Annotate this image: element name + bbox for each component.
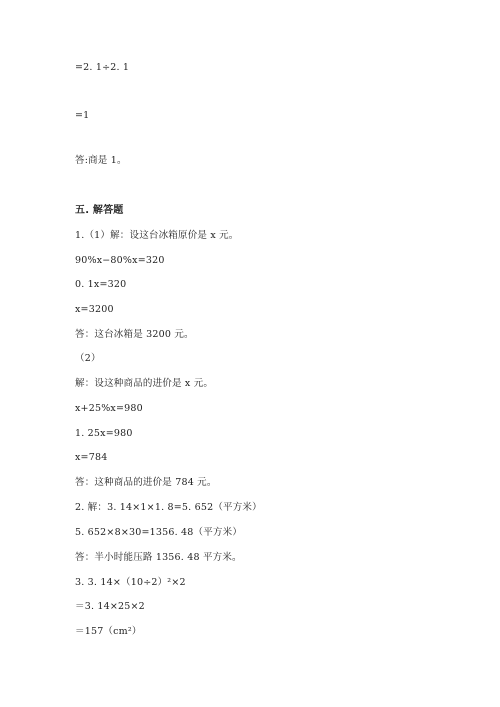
solution-line: 3. 3. 14×（10÷2）²×2 — [75, 577, 186, 588]
section-heading: 五. 解答题 — [75, 205, 124, 216]
equation-line: =2. 1÷2. 1 — [75, 62, 130, 73]
solution-line: x=3200 — [75, 304, 114, 315]
solution-line: 90%x−80%x=320 — [75, 255, 165, 266]
answer-line: 答：这台冰箱是 3200 元。 — [75, 329, 194, 340]
answer-line: 答：这种商品的进价是 784 元。 — [75, 477, 217, 488]
solution-line: 5. 652×8×30=1356. 48（平方米） — [75, 527, 243, 538]
solution-line: x=784 — [75, 452, 108, 463]
solution-line: ＝157（cm²） — [75, 626, 142, 637]
solution-line: 2. 解：3. 14×1×1. 8=5. 652（平方米） — [75, 502, 262, 513]
solution-line: x+25%x=980 — [75, 403, 143, 414]
answer-line: 答：半小时能压路 1356. 48 平方米。 — [75, 552, 242, 563]
subquestion-label: （2） — [75, 353, 101, 364]
solution-line: ＝3. 14×25×2 — [75, 601, 145, 612]
solution-line: 1. 25x=980 — [75, 428, 133, 439]
solution-line: 解：设这种商品的进价是 x 元。 — [75, 378, 214, 389]
equation-result-line: =1 — [75, 110, 90, 121]
answer-line: 答:商是 1。 — [75, 155, 127, 166]
solution-line: 1.（1）解：设这台冰箱原价是 x 元。 — [75, 230, 239, 241]
solution-line: 0. 1x=320 — [75, 279, 127, 290]
